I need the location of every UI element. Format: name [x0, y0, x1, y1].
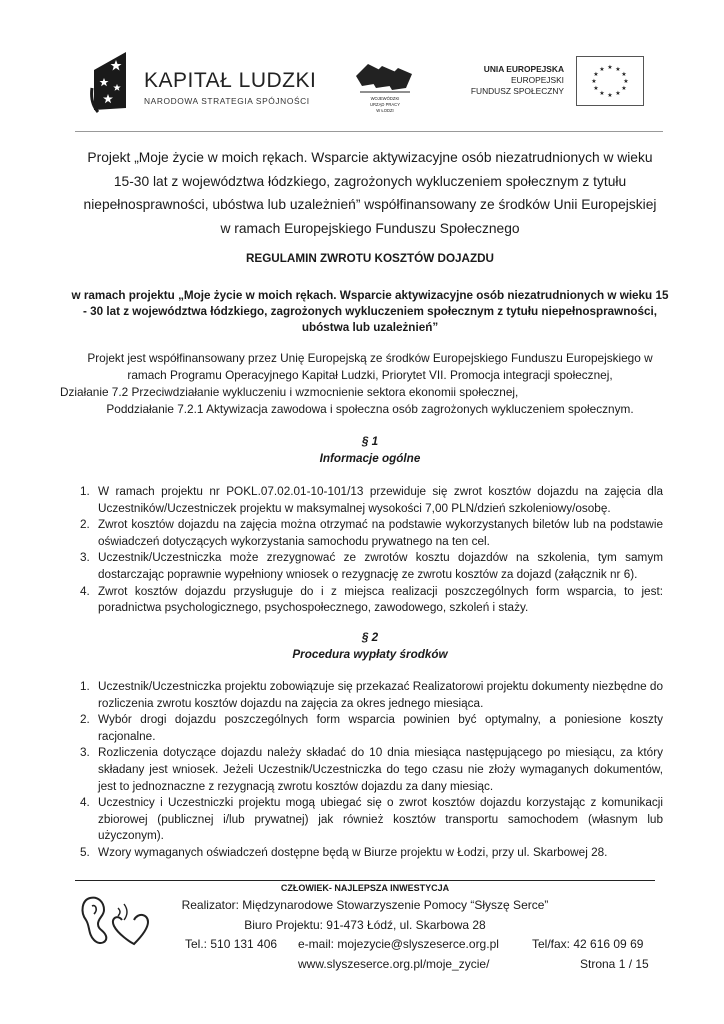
page-number: Strona 1 / 15: [580, 957, 649, 971]
svg-text:★: ★: [621, 85, 627, 92]
footer-office-address: Biuro Projektu: 91-473 Łódź, ul. Skarbowa 28: [244, 918, 486, 932]
section-1-list: [80, 484, 663, 617]
cofunding-line: ramach Programu Operacyjnego Kapitał Ludzki, Priorytet VII. Promocja integracji społecznej,: [127, 368, 613, 382]
header-divider: [75, 131, 663, 132]
list-item-number: 3.: [80, 551, 90, 565]
section-1-heading: [70, 433, 670, 467]
list-item-text: Zwrot kosztów dojazdu na zajęcia można otrzymać na podstawie wykorzystanych biletów lub na podstawie oświadczeń dotyczących wykorzystania samochodu prywatnego na ten cel.: [98, 518, 663, 548]
eu-line-1: UNIA EUROPEJSKA: [483, 64, 564, 74]
section-2-heading: [70, 629, 670, 663]
list-item: [80, 517, 663, 550]
list-item-text: Uczestnik/Uczestniczka projektu zobowiązuje się przekazać Realizatorowi projektu dokumenty niezbędne do rozliczenia zwrotu kosztów dojazdu na zajęcia za okres jednego miesiąca.: [98, 680, 663, 710]
footer-phone: Tel.: 510 131 406: [185, 937, 278, 951]
list-item-text: Zwrot kosztów dojazdu przysługuje do i z miejsca realizacji poszczególnych form wsparcia, to jest: poradnictwa psychologicznego, psychospołecznego, zawodowego, szkoleń i staży.: [98, 584, 663, 615]
list-item-number: 2.: [80, 518, 90, 532]
list-item: [80, 795, 663, 845]
cofunding-line: Projekt jest współfinansowany przez Unię Europejską ze środków Europejskiego Funduszu Europejskiego w: [87, 351, 653, 365]
document-subtitle: w ramach projektu „Moje życie w moich rękach. Wsparcie aktywizacyjne osób niezatrudnionych w wieku 15 - 30 lat z województwa łódzkiego, zagrożonych wykluczeniem społecznym z tytułu niepełnosprawności, ubóstwa lub uzależnień”: [71, 289, 669, 334]
cofunding-statement: [60, 350, 680, 418]
svg-text:★: ★: [607, 64, 613, 71]
eu-line-2: EUROPEJSKI: [510, 75, 564, 85]
svg-text:★: ★: [607, 92, 613, 99]
eu-line-3: FUNDUSZ SPOŁECZNY: [470, 86, 564, 96]
list-item-text: W ramach projektu nr POKL.07.02.01-10-101/13 przewiduje się zwrot kosztów dojazdu na zajęcia dla Uczestników/Uczestniczek projektu w maksymalnej wysokości 7,00 PLN/dzień szkoleniowy/osobę.: [98, 485, 663, 515]
list-item-text: Uczestnicy i Uczestniczki projektu mogą ubiegać się o zwrot kosztów dojazdu korzystając z komunikacji zbiorowej (publicznej i/lub prywatnej) jak również kosztów transportu samochodem (własnym lub użyczonym).: [98, 796, 663, 843]
wup-lodz-logo: [352, 56, 418, 118]
footer-fax: Tel/fax: 42 616 09 69: [532, 937, 644, 951]
list-item-text: Wzory wymaganych oświadczeń dostępne będą w Biurze projektu w Łodzi, przy ul. Skarbowej 28.: [98, 845, 608, 859]
wup-logo-text: WOJEWÓDZKI: [370, 96, 400, 101]
svg-text:★: ★: [591, 78, 597, 85]
cofunding-line: Działanie 7.2 Przeciwdziałanie wykluczeniu i wzmocnienie sektora ekonomii społecznej,: [60, 385, 519, 399]
list-item-number: 5.: [80, 845, 90, 859]
wup-logo-text: W ŁODZI: [376, 108, 394, 113]
list-item: [80, 550, 663, 583]
slysze-serce-logo: [78, 890, 158, 952]
kapital-ludzki-title: KAPITAŁ LUDZKI: [144, 69, 317, 92]
list-item: [80, 584, 663, 617]
eu-label: [458, 64, 564, 97]
footer-website: www.slyszeserce.org.pl/moje_zycie/: [298, 957, 490, 971]
list-item-text: Uczestnik/Uczestniczka może zrezygnować ze zwrotów kosztu dojazdów na szkolenia, tym samym dostarczając poprawnie wypełniony wniosek o rezygnację ze zwrotu kosztów za dojazd (załącznik nr 6).: [98, 551, 663, 581]
kapital-ludzki-logo: [90, 48, 130, 114]
svg-text:★: ★: [599, 66, 605, 73]
svg-text:★: ★: [615, 90, 621, 97]
list-item: [80, 712, 663, 745]
eu-flag-icon: [576, 56, 644, 106]
list-item-text: Rozliczenia dotyczące dojazdu należy składać do 10 dnia miesiąca następującego po miesiącu, za który składany jest wniosek. Jeżeli Uczestnik/Uczestniczka do tego czasu nie złoży wymaganych dokumentów, jest to jednoznaczne z rezygnacją zwrotu kosztów dojazdu za dany miesiąc.: [98, 746, 663, 793]
footer-divider: [75, 880, 655, 881]
list-item-number: 4.: [80, 796, 90, 810]
list-item-number: 2.: [80, 713, 90, 727]
svg-text:★: ★: [621, 71, 627, 78]
section-2-title: Procedura wypłaty środków: [292, 648, 448, 661]
svg-text:★: ★: [593, 71, 599, 78]
list-item: [80, 745, 663, 795]
list-item-text: Wybór drogi dojazdu poszczególnych form wsparcia powinien być optymalny, a poniesione koszty racjonalne.: [98, 713, 663, 743]
document-title: REGULAMIN ZWROTU KOSZTÓW DOJAZDU: [245, 252, 494, 265]
list-item-number: 1.: [80, 485, 90, 498]
section-1-title: Informacje ogólne: [319, 452, 421, 465]
section-1-number: § 1: [361, 435, 379, 448]
list-item-number: 3.: [80, 746, 90, 760]
list-item: [80, 484, 663, 517]
project-intro: Projekt „Moje życie w moich rękach. Wsparcie aktywizacyjne osób niezatrudnionych w wieku 15-30 lat z województwa łódzkiego, zagrożonych wykluczeniem społecznym z tytułu niepełnosprawności, ubóstwa lub uzależnień” współfinansowany ze środków Unii Europejskiej w ramach Europejskiego Funduszu Społecznego: [83, 150, 657, 236]
cofunding-line: Poddziałanie 7.2.1 Aktywizacja zawodowa i społeczna osób zagrożonych wykluczeniem społecznym.: [106, 402, 634, 416]
list-item: [80, 679, 663, 712]
svg-text:★: ★: [615, 66, 621, 73]
footer-realizator: Realizator: Międzynarodowe Stowarzyszenie Pomocy “Słyszę Serce”: [181, 898, 549, 912]
footer-email: e-mail: mojezycie@slyszeserce.org.pl: [298, 937, 499, 951]
list-item: [80, 845, 663, 862]
svg-text:★: ★: [623, 78, 629, 85]
section-2-number: § 2: [361, 631, 379, 644]
svg-text:★: ★: [599, 90, 605, 97]
footer-slogan: CZŁOWIEK- NAJLEPSZA INWESTYCJA: [280, 883, 450, 893]
list-item-number: 4.: [80, 584, 90, 598]
svg-text:★: ★: [593, 85, 599, 92]
list-item-number: 1.: [80, 680, 90, 693]
section-2-list: [80, 679, 663, 862]
kapital-ludzki-subtitle: NARODOWA STRATEGIA SPÓJNOŚCI: [144, 96, 310, 106]
wup-logo-text: URZĄD PRACY: [369, 102, 401, 107]
